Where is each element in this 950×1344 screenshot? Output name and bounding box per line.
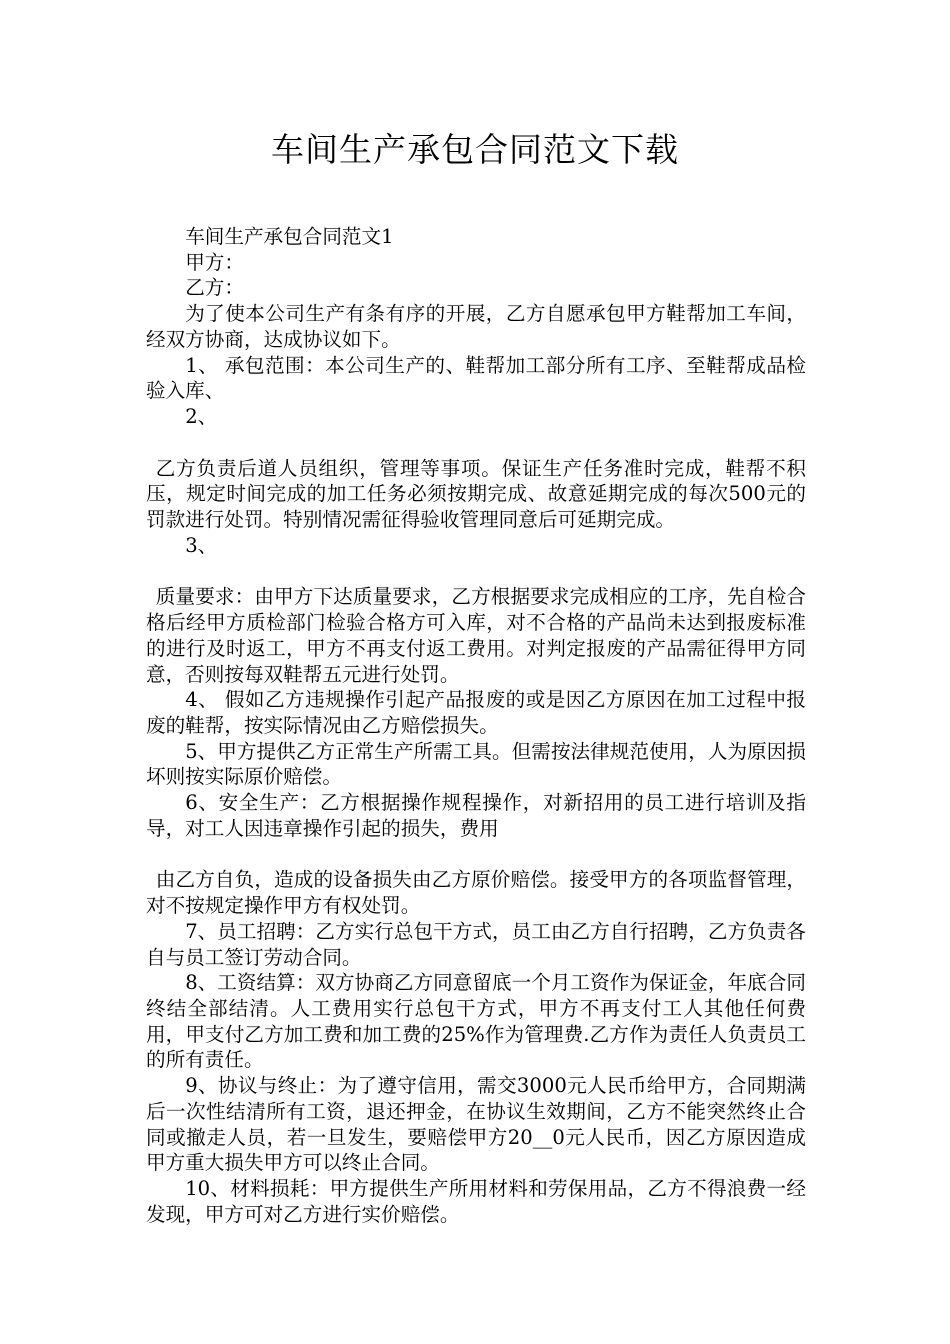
clause-9: 9、协议与终止：为了遵守信用，需交3000元人民币给甲方，合同期满后一次性结清所有工资，退还押金，在协议生效期间，乙方不能突然终止合同或撤走人员，若一旦发生，要赔偿甲方20__0元人民币，因乙方原因造成甲方重大损失甲方可以终止合同。 [146,1074,806,1175]
paragraph-gap [146,430,806,456]
clause-2-number: 2、 [185,404,218,428]
clause-5: 5、甲方提供乙方正常生产所需工具。但需按法律规范使用，人为原因损坏则按实际原价赔偿。 [146,739,806,789]
party-b-line: 乙方： [185,276,244,300]
clause-4: 4、 假如乙方违规操作引起产品报废的或是因乙方原因在加工过程中报废的鞋帮，按实际情况由乙方赔偿损失。 [146,688,806,737]
clause-3-number: 3、 [185,533,218,557]
clause-3-body: 质量要求：由甲方下达质量要求，乙方根据要求完成相应的工序，先自检合格后经甲方质检部门检验合格方可入库，对不合格的产品尚未达到报废标准的进行及时返工，甲方不再支付返工费用。对判定报废的产品需征得甲方同意，否则按每双鞋帮五元进行处罚。 [146,585,806,686]
clause-6-continued: 由乙方自负，造成的设备损失由乙方原价赔偿。接受甲方的各项监督管理，对不按规定操作甲方有权处罚。 [146,868,806,918]
document-body [146,224,806,1227]
preamble-paragraph: 为了使本公司生产有条有序的开展，乙方自愿承包甲方鞋帮加工车间，经双方协商，达成协议如下。 [146,302,806,351]
paragraph-gap [146,558,806,584]
party-a-line: 甲方： [185,250,244,274]
clause-1: 1、 承包范围：本公司生产的、鞋帮加工部分所有工序、至鞋帮成品检验入库、 [146,353,806,403]
document-title: 车间生产承包合同范文下载 [271,130,679,169]
paragraph-gap [146,841,806,867]
clause-8: 8、工资结算：双方协商乙方同意留底一个月工资作为保证金，年底合同终结全部结清。人工费用实行总包干方式，甲方不再支付工人其他任何费用，甲支付乙方加工费和加工费的25%作为管理费.乙方作为责任人负责员工的所有责任。 [146,971,806,1072]
clause-2-body: 乙方负责后道人员组织，管理等事项。保证生产任务准时完成，鞋帮不积压，规定时间完成的加工任务必须按期完成、故意延期完成的每次500元的罚款进行处罚。特别情况需征得验收管理同意后可延期完成。 [146,456,806,532]
contract-subtitle: 车间生产承包合同范文1 [185,225,394,248]
clause-10: 10、材料损耗：甲方提供生产所用材料和劳保用品，乙方不得浪费一经发现，甲方可对乙方进行实价赔偿。 [146,1176,806,1226]
clause-7: 7、员工招聘：乙方实行总包干方式，员工由乙方自行招聘，乙方负责各自与员工签订劳动合同。 [146,919,806,969]
clause-6: 6、安全生产：乙方根据操作规程操作，对新招用的员工进行培训及指导，对工人因违章操作引起的损失，费用 [146,791,806,840]
